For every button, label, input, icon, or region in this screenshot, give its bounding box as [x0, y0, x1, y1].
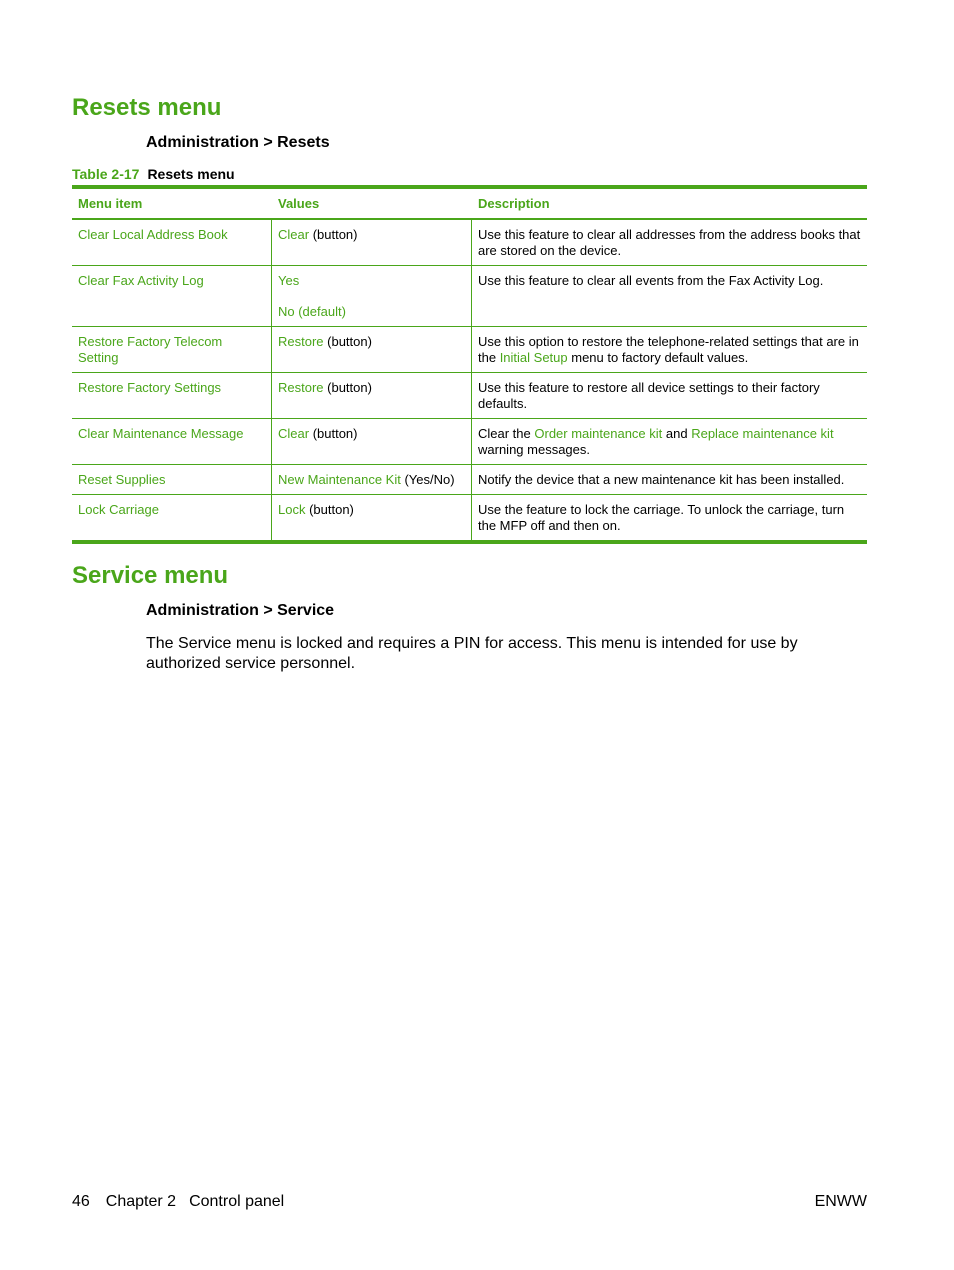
value-cell: [272, 219, 472, 266]
chapter-title: Control panel: [189, 1193, 285, 1210]
description-cell: [472, 419, 868, 465]
menu-item-link[interactable]: Clear Local Address Book: [72, 219, 272, 266]
menu-item-link[interactable]: Clear Maintenance Message: [72, 419, 272, 465]
value-link[interactable]: No (default): [278, 304, 346, 319]
value-cell: [272, 495, 472, 543]
value-suffix: (button): [323, 380, 372, 395]
menu-item-link[interactable]: Reset Supplies: [72, 465, 272, 495]
value-link[interactable]: Yes: [278, 273, 300, 288]
table-row: [72, 327, 867, 373]
description-cell: Use this feature to clear all addresses from the address books that are stored on the device.: [472, 219, 868, 266]
description-text: Clear the: [478, 426, 535, 441]
header-description: Description: [472, 187, 868, 219]
value-cell: [272, 373, 472, 419]
menu-item-link[interactable]: Restore Factory Settings: [72, 373, 272, 419]
header-menu-item: Menu item: [72, 187, 272, 219]
description-cell: Use this feature to clear all events from the Fax Activity Log.: [472, 266, 868, 327]
header-values: Values: [272, 187, 472, 219]
table-title: Resets menu: [147, 166, 235, 182]
value-suffix: (Yes/No): [400, 472, 455, 487]
value-link[interactable]: Clear: [278, 227, 310, 242]
description-link[interactable]: Replace maintenance kit: [691, 426, 834, 441]
table-row: [72, 465, 867, 495]
description-cell: [472, 327, 868, 373]
value-cell: [272, 266, 472, 327]
page-number: 46: [72, 1193, 90, 1210]
value-suffix: (button): [323, 334, 372, 349]
value-link[interactable]: Lock: [278, 502, 306, 517]
description-text: menu to factory default values.: [567, 350, 749, 365]
description-link[interactable]: Order maintenance kit: [534, 426, 663, 441]
page-footer-left: [72, 1192, 284, 1212]
menu-item-link[interactable]: Restore Factory Telecom Setting: [72, 327, 272, 373]
value-link[interactable]: Restore: [278, 334, 324, 349]
description-cell: Use the feature to lock the carriage. To unlock the carriage, turn the MFP off and then on.: [472, 495, 868, 543]
value-link[interactable]: New Maintenance Kit: [278, 472, 401, 487]
table-caption: [72, 165, 235, 183]
table-header-row: [72, 187, 867, 219]
description-link[interactable]: Initial Setup: [499, 350, 568, 365]
value-suffix: (button): [309, 227, 358, 242]
menu-item-link[interactable]: Clear Fax Activity Log: [72, 266, 272, 327]
value-cell: [272, 465, 472, 495]
value-suffix: (button): [309, 426, 358, 441]
value-cell: [272, 327, 472, 373]
value-link[interactable]: Restore: [278, 380, 324, 395]
description-text: Use this option to restore the telephone-related settings that are in the: [478, 334, 859, 365]
page-footer-right: ENWW: [814, 1193, 867, 1210]
table-row: [72, 373, 867, 419]
description-text: and: [662, 426, 692, 441]
table-row: [72, 495, 867, 543]
table-number: Table 2-17: [72, 166, 140, 182]
description-cell: Use this feature to restore all device settings to their factory defaults.: [472, 373, 868, 419]
value-link[interactable]: Clear: [278, 426, 310, 441]
menu-path-service: Administration > Service: [146, 602, 335, 619]
value-cell: [272, 419, 472, 465]
value-suffix: (button): [305, 502, 354, 517]
section-title-service: Service menu: [72, 562, 229, 589]
description-text: warning messages.: [478, 442, 590, 457]
table-row: [72, 419, 867, 465]
table-row: [72, 219, 867, 266]
service-description: The Service menu is locked and requires a PIN for access. This menu is intended for use by authorized service personnel.: [146, 635, 798, 672]
section-title-resets: Resets menu: [72, 94, 222, 121]
resets-menu-table: [72, 185, 867, 544]
table-row: [72, 266, 867, 327]
menu-path-resets: Administration > Resets: [146, 134, 330, 151]
chapter-label: Chapter 2: [105, 1193, 177, 1210]
description-cell: Notify the device that a new maintenance kit has been installed.: [472, 465, 868, 495]
menu-item-link[interactable]: Lock Carriage: [78, 502, 159, 517]
